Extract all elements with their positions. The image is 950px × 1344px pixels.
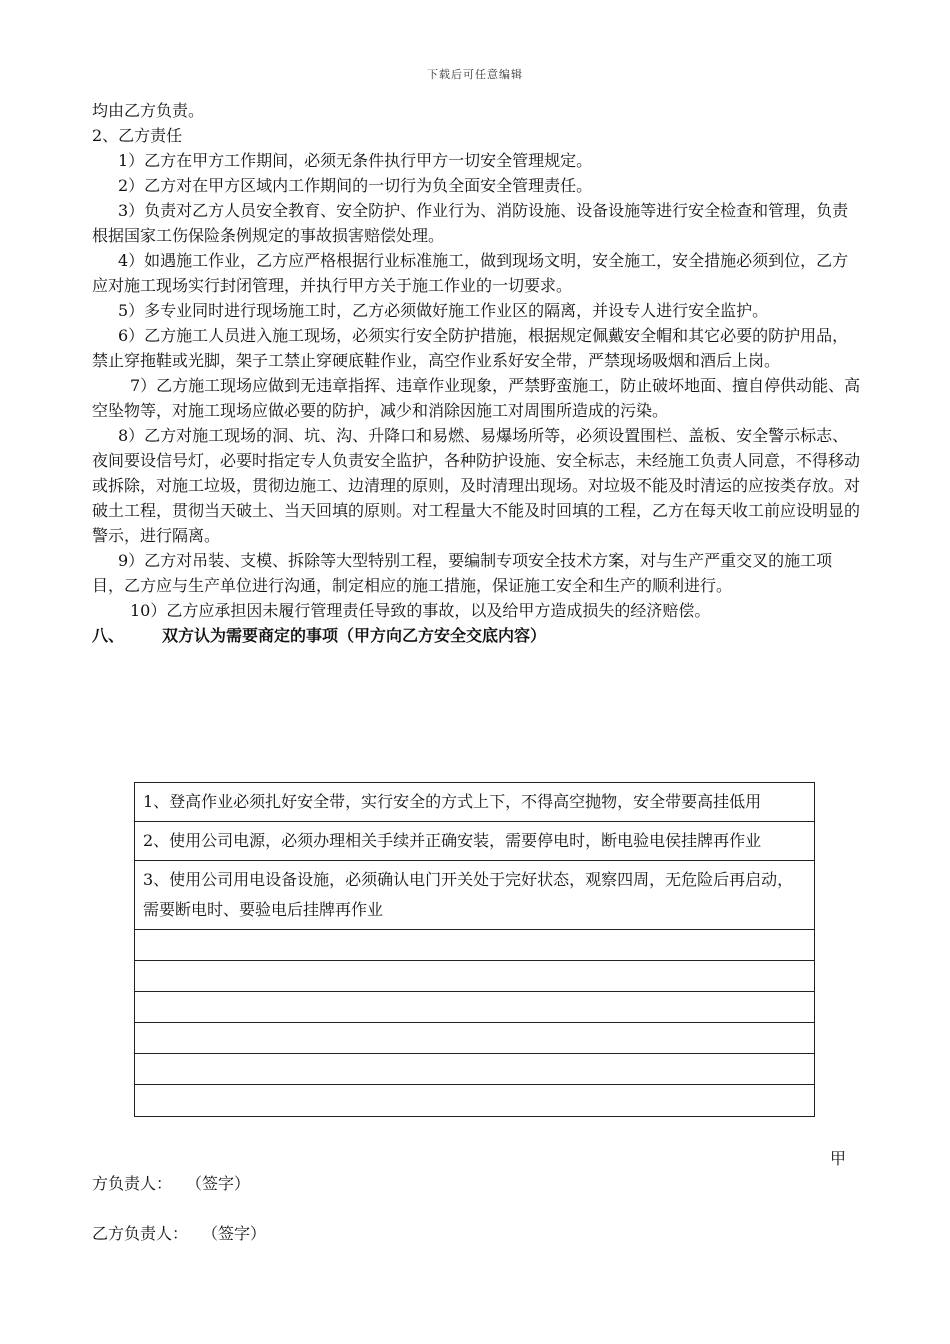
clause-3: 3）负责对乙方人员安全教育、安全防护、作业行为、消防设施、设备设施等进行安全检查和管理，负责根据国家工伤保险条例规定的事故损害赔偿处理。 (92, 201, 849, 245)
subsection-heading: 2、乙方责任 (92, 126, 183, 145)
party-b-signature-line (92, 1221, 266, 1244)
table-row-empty (135, 1085, 814, 1116)
party-b-label: 乙方负责人： (92, 1224, 189, 1243)
party-a-label: 方负责人： (92, 1174, 173, 1193)
clause-7: 7）乙方施工现场应做到无违章指挥、违章作业现象，严禁野蛮施工，防止破坏地面、擅自停供动能、高空坠物等，对施工现场应做必要的防护，减少和消除因施工对周围所造成的污染。 (92, 376, 861, 420)
table-row: 2、使用公司电源，必须办理相关手续并正确安装，需要停电时，断电验电侯挂牌再作业 (135, 822, 814, 861)
safety-briefing-table (134, 782, 815, 1117)
sign-note: （签字） (210, 1224, 267, 1243)
table-row-empty (135, 961, 814, 992)
table-row: 3、使用公司用电设备设施，必须确认电门开关处于完好状态，观察四周，无危险后再启动，需要断电时、要验电后挂牌再作业 (135, 861, 814, 930)
party-a-char: 甲 (830, 1149, 847, 1168)
paragraph: 均由乙方负责。 (92, 101, 205, 120)
section-8-title: 双方认为需要商定的事项（甲方向乙方安全交底内容） (162, 626, 547, 645)
table-row-empty (135, 930, 814, 961)
sign-note: （签字） (194, 1174, 251, 1193)
clause-5: 5）多专业同时进行现场施工时，乙方必须做好施工作业区的隔离，并设专人进行安全监护。 (118, 301, 769, 320)
document-body (92, 98, 862, 648)
clause-1: 1）乙方在甲方工作期间，必须无条件执行甲方一切安全管理规定。 (118, 151, 593, 170)
clause-4: 4）如遇施工作业，乙方应严格根据行业标准施工，做到现场文明，安全施工，安全措施必须到位，乙方应对施工现场实行封闭管理，并执行甲方关于施工作业的一切要求。 (92, 251, 849, 295)
section-8-number: 八、 (92, 626, 125, 645)
table-row-empty (135, 1023, 814, 1054)
section-8-heading (92, 623, 862, 648)
clause-9: 9）乙方对吊装、支模、拆除等大型特别工程，要编制专项安全技术方案，对与生产严重交叉的施工项目，乙方应与生产单位进行沟通，制定相应的施工措施，保证施工安全和生产的顺利进行。 (92, 551, 833, 595)
clause-8: 8）乙方对施工现场的洞、坑、沟、升降口和易燃、易爆场所等，必须设置围栏、盖板、安全警示标志、夜间要设信号灯，必要时指定专人负责安全监护，各种防护设施、安全标志，未经施工负责人同意，不得移动或拆除，对施工垃圾，贯彻边施工、边清理的原则，及时清理出现场。对垃圾不能及时清运的应按类存放。对破土工程，贯彻当天破土、当天回填的原则。对工程量大不能及时回填的工程，乙方在每天收工前应设明显的警示，进行隔离。 (92, 426, 861, 545)
clause-2: 2）乙方对在甲方区域内工作期间的一切行为负全面安全管理责任。 (118, 176, 593, 195)
party-a-signature-line (92, 1171, 250, 1194)
table-row-empty (135, 1054, 814, 1085)
clause-10: 10）乙方应承担因未履行管理责任导致的事故，以及给甲方造成损失的经济赔偿。 (130, 601, 711, 620)
clause-6: 6）乙方施工人员进入施工现场，必须实行安全防护措施，根据规定佩戴安全帽和其它必要的防护用品，禁止穿拖鞋或光脚，架子工禁止穿硬底鞋作业，高空作业系好安全带，严禁现场吸烟和酒后上岗。 (92, 326, 849, 370)
table-row: 1、登高作业必须扎好安全带，实行安全的方式上下，不得高空抛物，安全带要高挂低用 (135, 783, 814, 822)
page-header: 下载后可任意编辑 (427, 68, 523, 81)
table-row-empty (135, 992, 814, 1023)
